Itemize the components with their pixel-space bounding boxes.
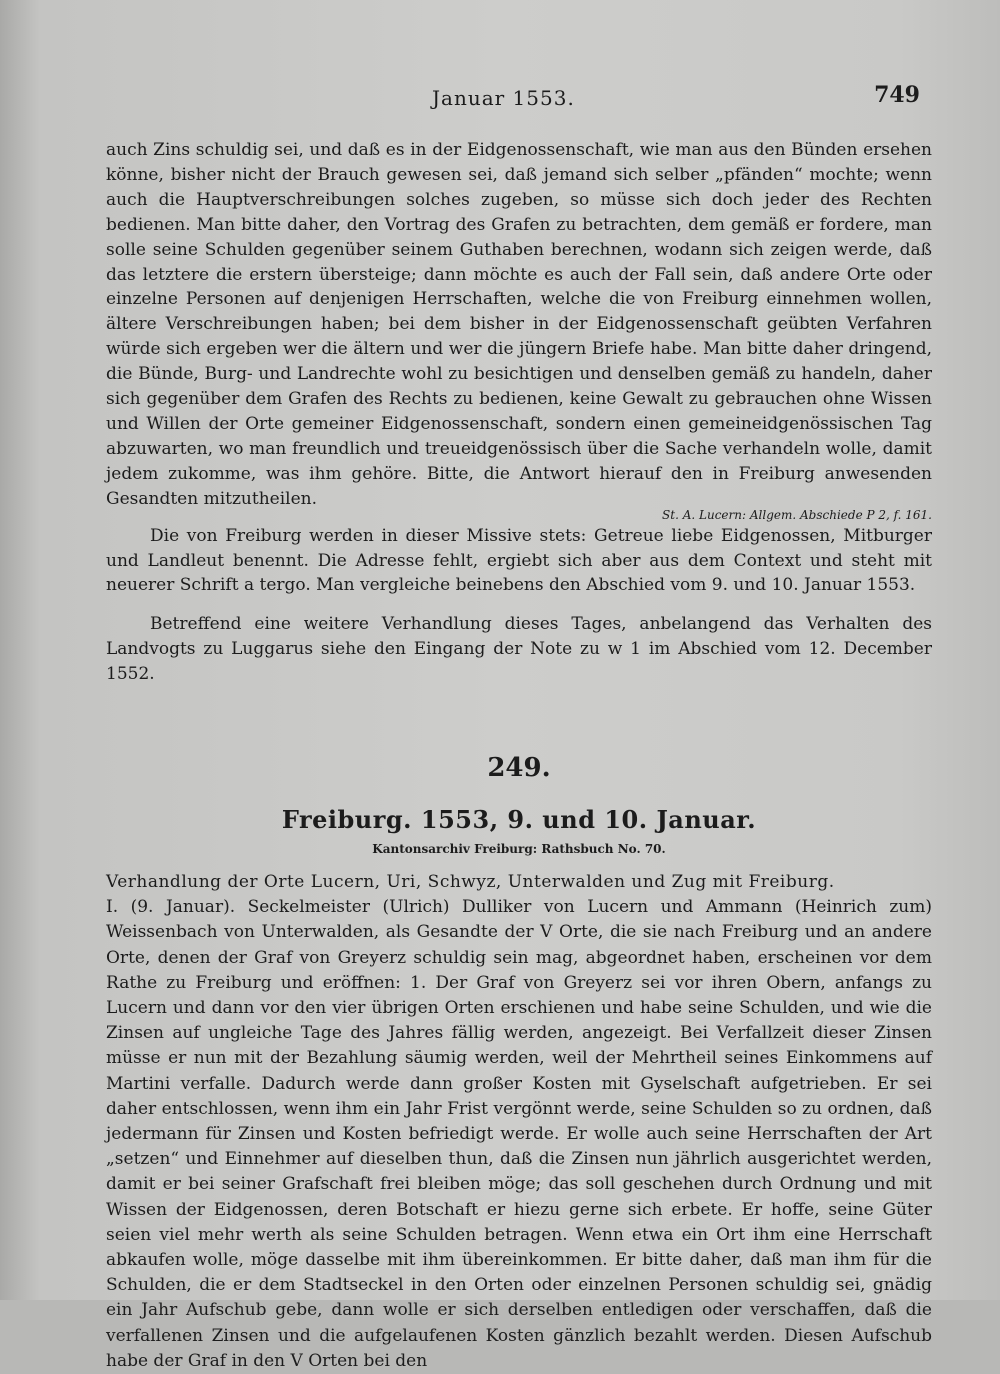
page-header xyxy=(0,82,1000,116)
document-text: I. (9. Januar). Seckelmeister (Ulrich) Dulliker von Lucern und Ammann (Heinrich zum) Weissenbach von Unterwalden, als Gesandte der V Orte, die sie nach Freiburg und an andere Orte, denen der Graf von Greyerz schuldig sein mag, abgeordnet haben, erscheinen vor dem Rathe zu Freiburg und eröffnen: 1. Der Graf von Greyerz sei vor ihren Obern, anfangs zu Lucern und dann vor den vier übrigen Orten erschienen und habe seine Schulden, und wie die Zinsen auf ungleiche Tage des Jahres fällig werden, angezeigt. Bei Verfallzeit dieser Zinsen müsse er nun mit der Bezahlung säumig werden, weil der Mehrtheil seines Einkommens auf Martini verfalle. Dadurch werde dann großer Kosten mit Gyselschaft aufgetrieben. Er sei daher entschlossen, wenn ihm ein Jahr Frist vergönnt werde, seine Schulden so zu ordnen, daß jedermann für Zinsen und Kosten befriedigt werde. Er wolle auch seine Herrschaften der Art „setzen“ und Einnehmer auf dieselben thun, daß die Zinsen nun jährlich ausgerichtet werden, damit er bei seiner Grafschaft frei bleiben möge; das soll geschehen durch Ordnung und mit Wissen der Eidgenossen, deren Botschaft er hiezu gerne sich erbete. Er hoffe, seine Güter seien viel mehr werth als seine Schulden betragen. Wenn etwa ein Ort ihm eine Herrschaft abkaufen wolle, möge dasselbe mit ihm übereinkommen. Er bitte daher, daß man ihm für die Schulden, die er dem Stadtseckel in den Orten oder einzelnen Personen schuldig sei, gnädig ein Jahr Aufschub gebe, dann wolle er sich derselben entledigen oder verschaffen, daß die verfallenen Zinsen und die aufgelaufenen Kosten gänzlich bezahlt werden. Diesen Aufschub habe der Graf in den V Orten bei den xyxy=(106,897,932,1371)
note-paragraph: Betreffend eine weitere Verhandlung dieses Tages, anbelangend das Verhalten des Landvogts zu Luggarus siehe den Eingang der Note zu w 1 im Abschied vom 12. December 1552. xyxy=(106,614,932,685)
running-title: Januar 1553. xyxy=(432,86,575,110)
page-number: 749 xyxy=(874,82,920,108)
note-paragraph: Die von Freiburg werden in dieser Missive stets: Getreue liebe Eidgenossen, Mitburger und Landleut benennt. Die Adresse fehlt, ergiebt sich aber aus dem Context und steht mit neuerer Schrift a tergo. Man vergleiche beinebens den Abschied vom 9. und 10. Januar 1553. xyxy=(106,525,932,596)
document-subject: Verhandlung der Orte Lucern, Uri, Schwyz, Unterwalden und Zug mit Freiburg. xyxy=(106,872,835,893)
archive-reference: Kantonsarchiv Freiburg: Rathsbuch No. 70. xyxy=(372,842,666,857)
previous-document-continuation xyxy=(106,138,932,687)
page-body xyxy=(106,138,932,1374)
continuation-paragraph: auch Zins schuldig sei, und daß es in der Eidgenossenschaft, wie man aus den Bünden ersehen könne, bisher nicht der Brauch gewesen sei, daß jemand sich selber „pfänden“ mochte; wenn auch die Hauptverschreibungen solches zugeben, so müsse sich doch jeder des Rechten bedienen. Man bitte daher, den Vortrag des Grafen zu betrachten, dem gemäß er fordere, man solle seine Schulden gegenüber seinem Guthaben berechnen, wodann sich zeigen werde, daß das letztere die erstern übersteige; dann möchte es auch der Fall sein, daß andere Orte oder einzelne Personen auf denjenigen Herrschaften, welche die von Freiburg einnehmen wollen, ältere Verschreibungen haben; bei dem bisher in der Eidgenossenschaft geübten Verfahren würde sich ergeben wer die ältern und wer die jüngern Briefe habe. Man bitte daher dringend, die Bünde, Burg- und Landrechte wohl zu besichtigen und denselben gemäß zu handeln, daher sich gegenüber dem Grafen des Rechts zu bedienen, keine Gewalt zu gebrauchen ohne Wissen und Willen der Orte gemeiner Eidgenossenschaft, sondern einen gemeineidgenössischen Tag abzuwarten, wo man freundlich und treueidgenössisch über die Sache verhandeln wolle, damit jedem zukomme, was ihm gehöre. Bitte, die Antwort hierauf den in Freiburg anwesenden Gesandten mitzutheilen. xyxy=(106,140,932,509)
document-title: Freiburg. 1553, 9. und 10. Januar. xyxy=(281,805,757,835)
document-number: 249. xyxy=(487,753,551,784)
document-body xyxy=(106,870,932,1374)
source-citation: St. A. Lucern: Allgem. Abschiede P 2, f. 161. xyxy=(662,507,932,522)
